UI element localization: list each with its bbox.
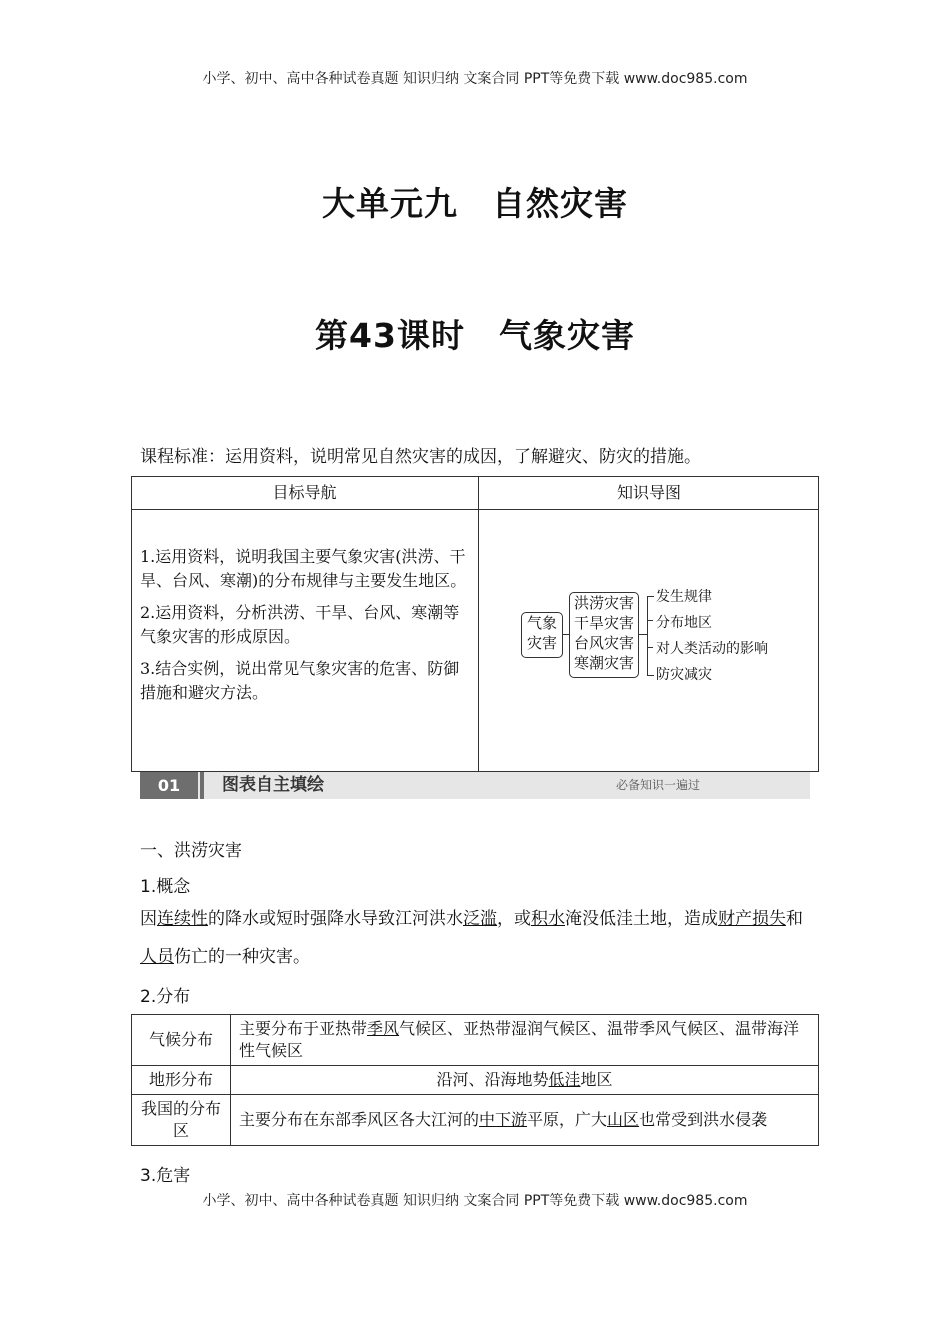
text: 平原，广大 — [527, 1110, 608, 1129]
unit-title: 大单元九 自然灾害 — [322, 184, 628, 223]
text: 主要分布在东部季风区各大江河的 — [239, 1110, 480, 1129]
connector — [647, 620, 653, 621]
lesson-title: 第43课时 气象灾害 — [315, 316, 635, 355]
leaf-label: 防灾减灾 — [656, 667, 712, 683]
goal-item: 3.结合实例，说出常见气象灾害的危害、防御措施和避灾方法。 — [140, 659, 460, 702]
answer-blank: 山区 — [607, 1110, 640, 1129]
table-row — [132, 1015, 819, 1066]
table-row — [132, 1066, 819, 1095]
concept-heading: 1.概念 — [140, 877, 191, 897]
section-heading: 一、洪涝灾害 — [140, 841, 242, 861]
answer-blank: 人员 — [140, 947, 174, 967]
leaf-label: 发生规律 — [656, 589, 712, 605]
table-divider — [131, 509, 819, 510]
page-footer: 小学、初中、高中各种试卷真题 知识归纳 文案合同 PPT等免费下载 www.doc985.com — [202, 1193, 748, 1209]
connector — [639, 634, 647, 635]
table-row — [132, 1095, 819, 1146]
text: 淹没低洼土地，造成 — [565, 909, 718, 929]
row-key: 气候分布 — [132, 1015, 231, 1066]
branch-label: 台风灾害 — [573, 634, 634, 652]
branch-label: 洪涝灾害 — [573, 594, 634, 612]
leaf-label: 分布地区 — [656, 615, 712, 631]
mindmap-header: 知识导图 — [616, 483, 681, 502]
answer-blank: 中下游 — [479, 1110, 528, 1129]
branch-label: 寒潮灾害 — [573, 654, 634, 672]
mindmap-root-line: 灾害 — [526, 634, 557, 652]
mindmap-root-line: 气象 — [526, 614, 557, 632]
row-key: 地形分布 — [132, 1066, 231, 1095]
knowledge-mindmap — [518, 590, 808, 690]
row-value — [231, 1066, 819, 1095]
text: 和 — [786, 909, 803, 929]
branch-label: 干旱灾害 — [573, 614, 634, 632]
connector — [647, 647, 653, 648]
text: 气候区、亚热带湿润气候区、温带季风气候区、温带海洋性气候区 — [239, 1019, 800, 1060]
goal-item: 1.运用资料，说明我国主要气象灾害(洪涝、干旱、台风、寒潮)的分布规律与主要发生地区。 — [140, 547, 467, 590]
distribution-heading: 2.分布 — [140, 987, 191, 1007]
text: ，或 — [497, 909, 531, 929]
answer-blank: 低洼 — [548, 1070, 581, 1089]
text: 因 — [140, 909, 157, 929]
banner-number: 01 — [140, 772, 198, 799]
answer-blank: 季风 — [367, 1019, 400, 1038]
goal-item: 2.运用资料，分析洪涝、干旱、台风、寒潮等气象灾害的形成原因。 — [140, 603, 460, 646]
row-value — [231, 1095, 819, 1146]
mindmap-root — [521, 612, 563, 658]
text: 主要分布于亚热带 — [239, 1019, 368, 1038]
banner-title: 图表自主填绘 — [222, 775, 324, 795]
leaf-label: 对人类活动的影响 — [656, 641, 768, 657]
concept-paragraph — [140, 900, 812, 976]
page-header: 小学、初中、高中各种试卷真题 知识归纳 文案合同 PPT等免费下载 www.doc985.com — [202, 71, 748, 87]
answer-blank: 积水 — [531, 909, 565, 929]
text: 地区 — [580, 1070, 613, 1089]
goals-header: 目标导航 — [272, 483, 337, 502]
answer-blank: 财产损失 — [718, 909, 786, 929]
harm-heading: 3.危害 — [140, 1166, 191, 1186]
banner-divider — [200, 772, 204, 799]
text: 沿河、沿海地势 — [436, 1070, 549, 1089]
distribution-table — [131, 1014, 819, 1146]
answer-blank: 连续性 — [157, 909, 208, 929]
text: 伤亡的一种灾害。 — [174, 947, 310, 967]
mindmap-branches — [569, 592, 639, 678]
banner-tag: 必备知识一遍过 — [616, 778, 701, 792]
row-value — [231, 1015, 819, 1066]
answer-blank: 泛滥 — [463, 909, 497, 929]
table-divider — [478, 476, 479, 772]
text: 的降水或短时强降水导致江河洪水 — [208, 909, 463, 929]
text: 也常受到洪水侵袭 — [639, 1110, 768, 1129]
curriculum-standard: 课程标准：运用资料，说明常见自然灾害的成因，了解避灾、防灾的措施。 — [140, 447, 701, 467]
bracket — [647, 596, 654, 676]
row-key: 我国的分布区 — [132, 1095, 231, 1146]
goals-list — [140, 545, 472, 713]
